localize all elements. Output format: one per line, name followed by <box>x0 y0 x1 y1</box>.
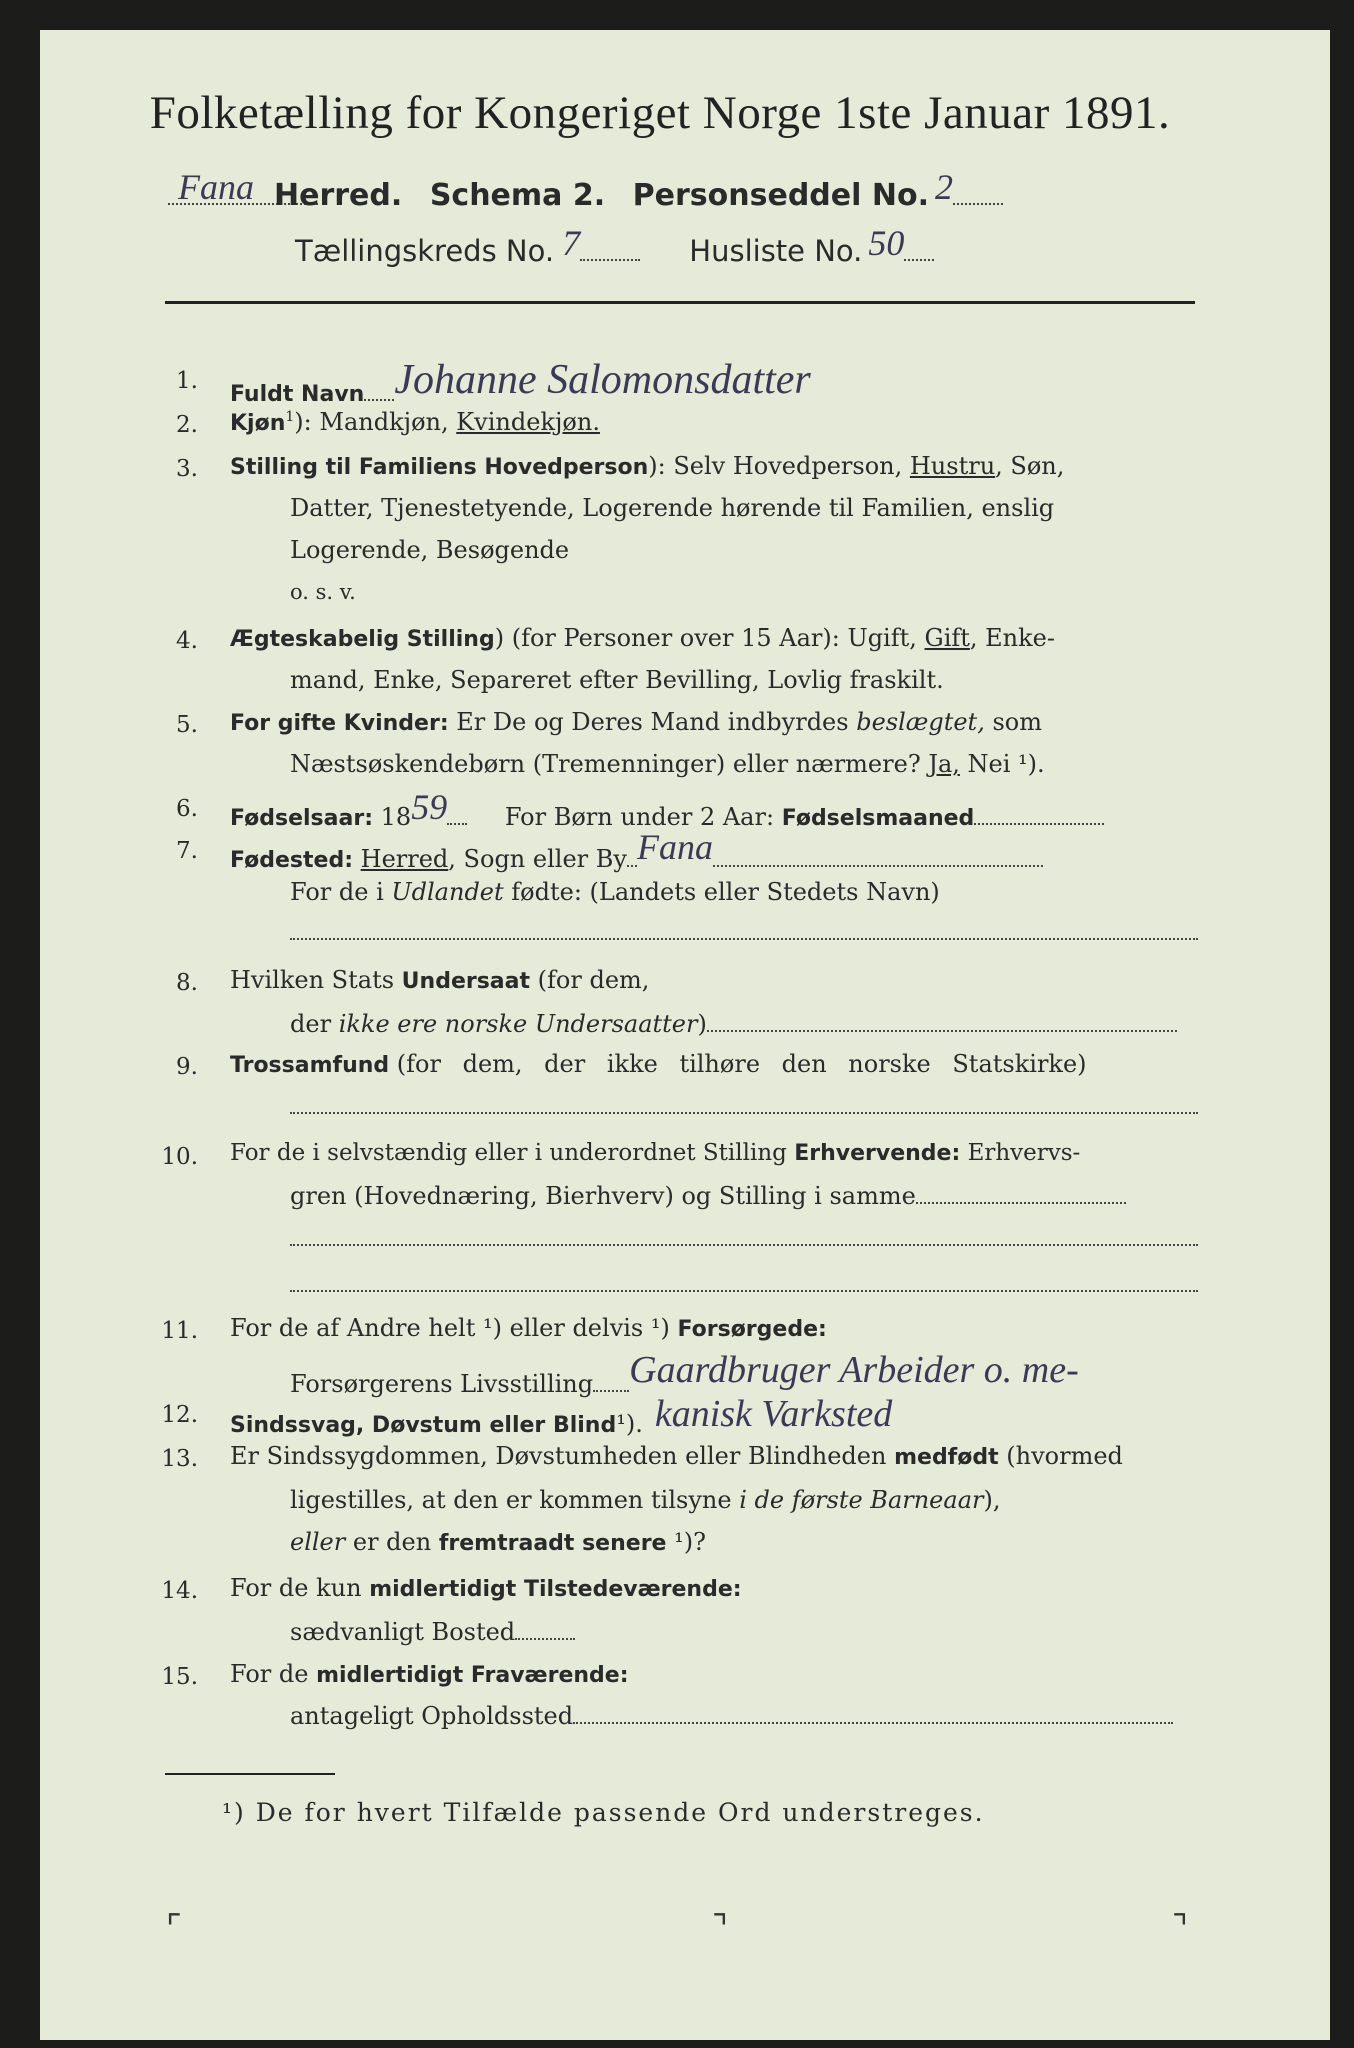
kreds-no: 7 <box>562 223 581 263</box>
item-5-underlined: Ja, <box>928 750 960 778</box>
item-10-blank-line-2 <box>290 1290 1198 1292</box>
item-3-text-b: , Søn, <box>995 452 1065 480</box>
form-title: Folketælling for Kongeriget Norge 1ste Januar 1891. <box>149 87 1171 139</box>
item-8-line-1 <box>230 966 649 994</box>
item-7-label: Fødested: <box>230 848 353 873</box>
item-13-eller: eller <box>290 1528 346 1556</box>
item-7-number: 7. <box>176 838 198 864</box>
kreds-line <box>295 223 934 270</box>
item-11-text: For de af Andre helt ¹) eller delvis ¹) <box>230 1314 670 1342</box>
item-5-number: 5. <box>176 712 198 738</box>
item-6-value: 59 <box>411 787 448 827</box>
item-14-line-2 <box>290 1618 575 1646</box>
item-4-text-b: , Enke- <box>969 624 1055 652</box>
item-13-line-2-tail: ), <box>983 1486 1001 1514</box>
item-12-bold: Sindssvag, Døvstum eller Blind <box>230 1413 617 1438</box>
item-3-line-1 <box>230 452 1064 480</box>
item-12-text: ¹). <box>616 1410 643 1438</box>
item-7-line-2-tail: fødte: (Landets eller Stedets Navn) <box>511 878 940 906</box>
item-3-line-4: o. s. v. <box>290 580 356 604</box>
personseddel-dots <box>953 203 1003 205</box>
item-9-text: (for dem, der ikke tilhøre den norske Statskirke) <box>396 1050 1087 1078</box>
item-8-text-b: (for dem, <box>537 966 650 994</box>
item-3-label: Stilling til Familiens Hovedperson <box>230 455 649 480</box>
item-11-dots <box>593 1390 629 1392</box>
item-4-line-1 <box>230 624 1055 652</box>
item-2-text: ): Mandkjøn, <box>294 408 449 436</box>
item-5-line-1 <box>230 708 1042 736</box>
item-7-italic: Udlandet <box>391 878 504 906</box>
header-rule <box>165 301 1195 304</box>
item-7-line-1 <box>230 827 1043 876</box>
item-10-line-1 <box>230 1140 1080 1166</box>
item-7-value: Fana <box>636 827 713 867</box>
item-13-line-3 <box>290 1528 706 1556</box>
item-7-underlined: Herred <box>360 845 449 873</box>
item-13-line-2-text: ligestilles, at den er kommen tilsyne <box>290 1486 732 1514</box>
item-15-line-2 <box>290 1702 1173 1730</box>
item-10-blank-line-1 <box>290 1244 1198 1246</box>
item-5-italic: beslægtet, <box>856 708 985 736</box>
item-6-label: Fødselsaar: <box>230 806 373 831</box>
item-10-text-b: Erhvervs- <box>967 1140 1081 1166</box>
item-1-number: 1. <box>176 368 198 394</box>
item-12 <box>230 1393 893 1442</box>
item-13-line-3-tail: ¹)? <box>674 1528 706 1556</box>
item-13-text: Er Sindssygdommen, Døvstumheden eller Blindheden <box>230 1442 887 1470</box>
item-7-text: , Sogn eller By <box>448 845 627 873</box>
item-14-text: For de kun <box>230 1574 362 1602</box>
herred-line <box>168 167 1003 214</box>
item-11-line-2-text: Forsørgerens Livsstilling <box>290 1370 594 1398</box>
item-4-label: Ægteskabelig Stilling <box>230 627 495 652</box>
item-4-underlined: Gift <box>924 624 970 652</box>
item-14-bold: midlertidigt Tilstedeværende: <box>369 1577 742 1602</box>
item-13-line-3-text: er den <box>352 1528 432 1556</box>
herred-label: Herred. <box>274 178 403 213</box>
item-5-line-2 <box>290 750 1045 778</box>
item-9-bold: Trossamfund <box>230 1053 390 1078</box>
item-6-dots-end <box>974 823 1104 825</box>
corner-mark-center: ⌝ <box>712 1908 728 1948</box>
item-15-number: 15. <box>161 1664 198 1690</box>
item-5-text: Er De og Deres Mand indbyrdes <box>456 708 849 736</box>
item-6-prefix: 18 <box>380 803 412 831</box>
item-12-value: kanisk Varksted <box>654 1393 893 1435</box>
husliste-label: Husliste No. <box>689 234 863 268</box>
item-8-line-2: der ikke ere norske Undersaatter) <box>290 1010 1177 1038</box>
item-10-number: 10. <box>161 1144 198 1170</box>
item-10-line-2 <box>290 1182 1126 1210</box>
item-15-line-2-text: antageligt Opholdssted <box>290 1702 574 1730</box>
item-1-value: Johanne Salomonsdatter <box>394 357 811 403</box>
item-3-underlined: Hustru <box>909 452 996 480</box>
item-8-dots <box>707 1030 1177 1032</box>
item-3-line-3: Logerende, Besøgende <box>290 536 570 564</box>
item-3-line-2: Datter, Tjenestetyende, Logerende hørende til Familien, enslig <box>290 494 1055 522</box>
herred-value: Fana <box>178 167 254 207</box>
corner-mark-right: ⌝ <box>1172 1908 1188 1948</box>
item-14-line-2-text: sædvanligt Bosted <box>290 1618 516 1646</box>
personseddel-no: 2 <box>934 167 953 207</box>
kreds-dots <box>580 259 640 261</box>
item-15-line-1 <box>230 1660 629 1688</box>
item-7-line-2-text: For de i <box>290 878 384 906</box>
item-5-text-b: som <box>992 708 1042 736</box>
husliste-dots <box>904 259 934 261</box>
item-10-dots <box>916 1202 1126 1204</box>
item-2-label: Kjøn <box>230 411 286 436</box>
footnote: ¹) De for hvert Tilfælde passende Ord understreges. <box>222 1798 985 1827</box>
item-1-dots <box>364 399 394 401</box>
item-8-text: Hvilken Stats <box>230 966 395 994</box>
item-15-bold: midlertidigt Fraværende: <box>316 1663 629 1688</box>
item-2-sup: 1 <box>285 409 295 425</box>
item-1 <box>230 357 811 412</box>
footnote-rule <box>165 1773 335 1775</box>
schema-label: Schema 2. <box>429 178 606 213</box>
item-11-number: 11. <box>161 1318 198 1344</box>
item-10-line-2-text: gren (Hovednæring, Bierhverv) og Stilling i samme <box>290 1182 916 1210</box>
item-10-text: For de i selvstændig eller i underordnet Stilling <box>230 1140 787 1166</box>
item-4-text: ) (for Personer over 15 Aar): Ugift, <box>494 624 917 652</box>
item-6-dots <box>447 823 467 825</box>
item-6-text: For Børn under 2 Aar: <box>504 803 775 831</box>
item-15-dots <box>573 1722 1173 1724</box>
personseddel-label: Personseddel No. <box>632 178 929 213</box>
item-14-number: 14. <box>161 1578 198 1604</box>
item-14-line-1 <box>230 1574 742 1602</box>
kreds-label: Tællingskreds No. <box>295 234 555 268</box>
item-11-value: Gaardbruger Arbeider o. me- <box>629 1349 1079 1391</box>
item-9-number: 9. <box>176 1054 198 1080</box>
item-13-bold: medfødt <box>894 1445 999 1470</box>
item-2-underlined: Kvindekjøn. <box>456 408 600 436</box>
item-12-number: 12. <box>161 1402 198 1428</box>
item-13-italic: i de første Barneaar <box>739 1486 984 1514</box>
item-2 <box>230 408 600 436</box>
corner-mark-left: ⌜ <box>166 1908 182 1948</box>
item-3-number: 3. <box>176 456 198 482</box>
item-5-line-2-text: Næstsøskendebørn (Tremenninger) eller nærmere? <box>290 750 921 778</box>
item-15-text: For de <box>230 1660 309 1688</box>
item-4-number: 4. <box>176 628 198 654</box>
item-8-line-2-text: der <box>290 1010 332 1038</box>
item-13-line-1 <box>230 1442 1123 1470</box>
item-3-text: ): Selv Hovedperson, <box>648 452 903 480</box>
item-11-bold: Forsørgede: <box>677 1317 827 1342</box>
item-13-bold-3: fremtraadt senere <box>438 1531 667 1556</box>
item-7-blank-line <box>290 938 1198 940</box>
item-8-number: 8. <box>176 970 198 996</box>
item-9 <box>230 1050 1087 1078</box>
husliste-no: 50 <box>868 223 905 263</box>
item-1-label: Fuldt Navn <box>230 382 365 407</box>
item-9-blank-line <box>290 1112 1198 1114</box>
item-8-bold: Undersaat <box>401 969 531 994</box>
item-6-number: 6. <box>176 796 198 822</box>
item-7-line-2 <box>290 878 940 906</box>
item-7-dots-b <box>713 865 1043 867</box>
item-7-dots-a <box>627 865 637 867</box>
item-6-bold: Fødselsmaaned <box>781 806 975 831</box>
item-13-number: 13. <box>161 1446 198 1472</box>
item-10-bold: Erhvervende: <box>794 1141 961 1166</box>
item-13-text-b: (hvormed <box>1006 1442 1123 1470</box>
item-8-italic: ikke ere norske Undersaatter <box>338 1010 698 1038</box>
item-5-line-2-tail: Nei ¹). <box>967 750 1045 778</box>
item-13-line-2 <box>290 1486 1000 1514</box>
item-2-number: 2. <box>176 412 198 438</box>
item-14-dots <box>515 1638 575 1640</box>
item-5-label: For gifte Kvinder: <box>230 711 449 736</box>
item-4-line-2: mand, Enke, Separeret efter Bevilling, Lovlig fraskilt. <box>290 666 944 694</box>
item-11-line-1 <box>230 1314 827 1342</box>
